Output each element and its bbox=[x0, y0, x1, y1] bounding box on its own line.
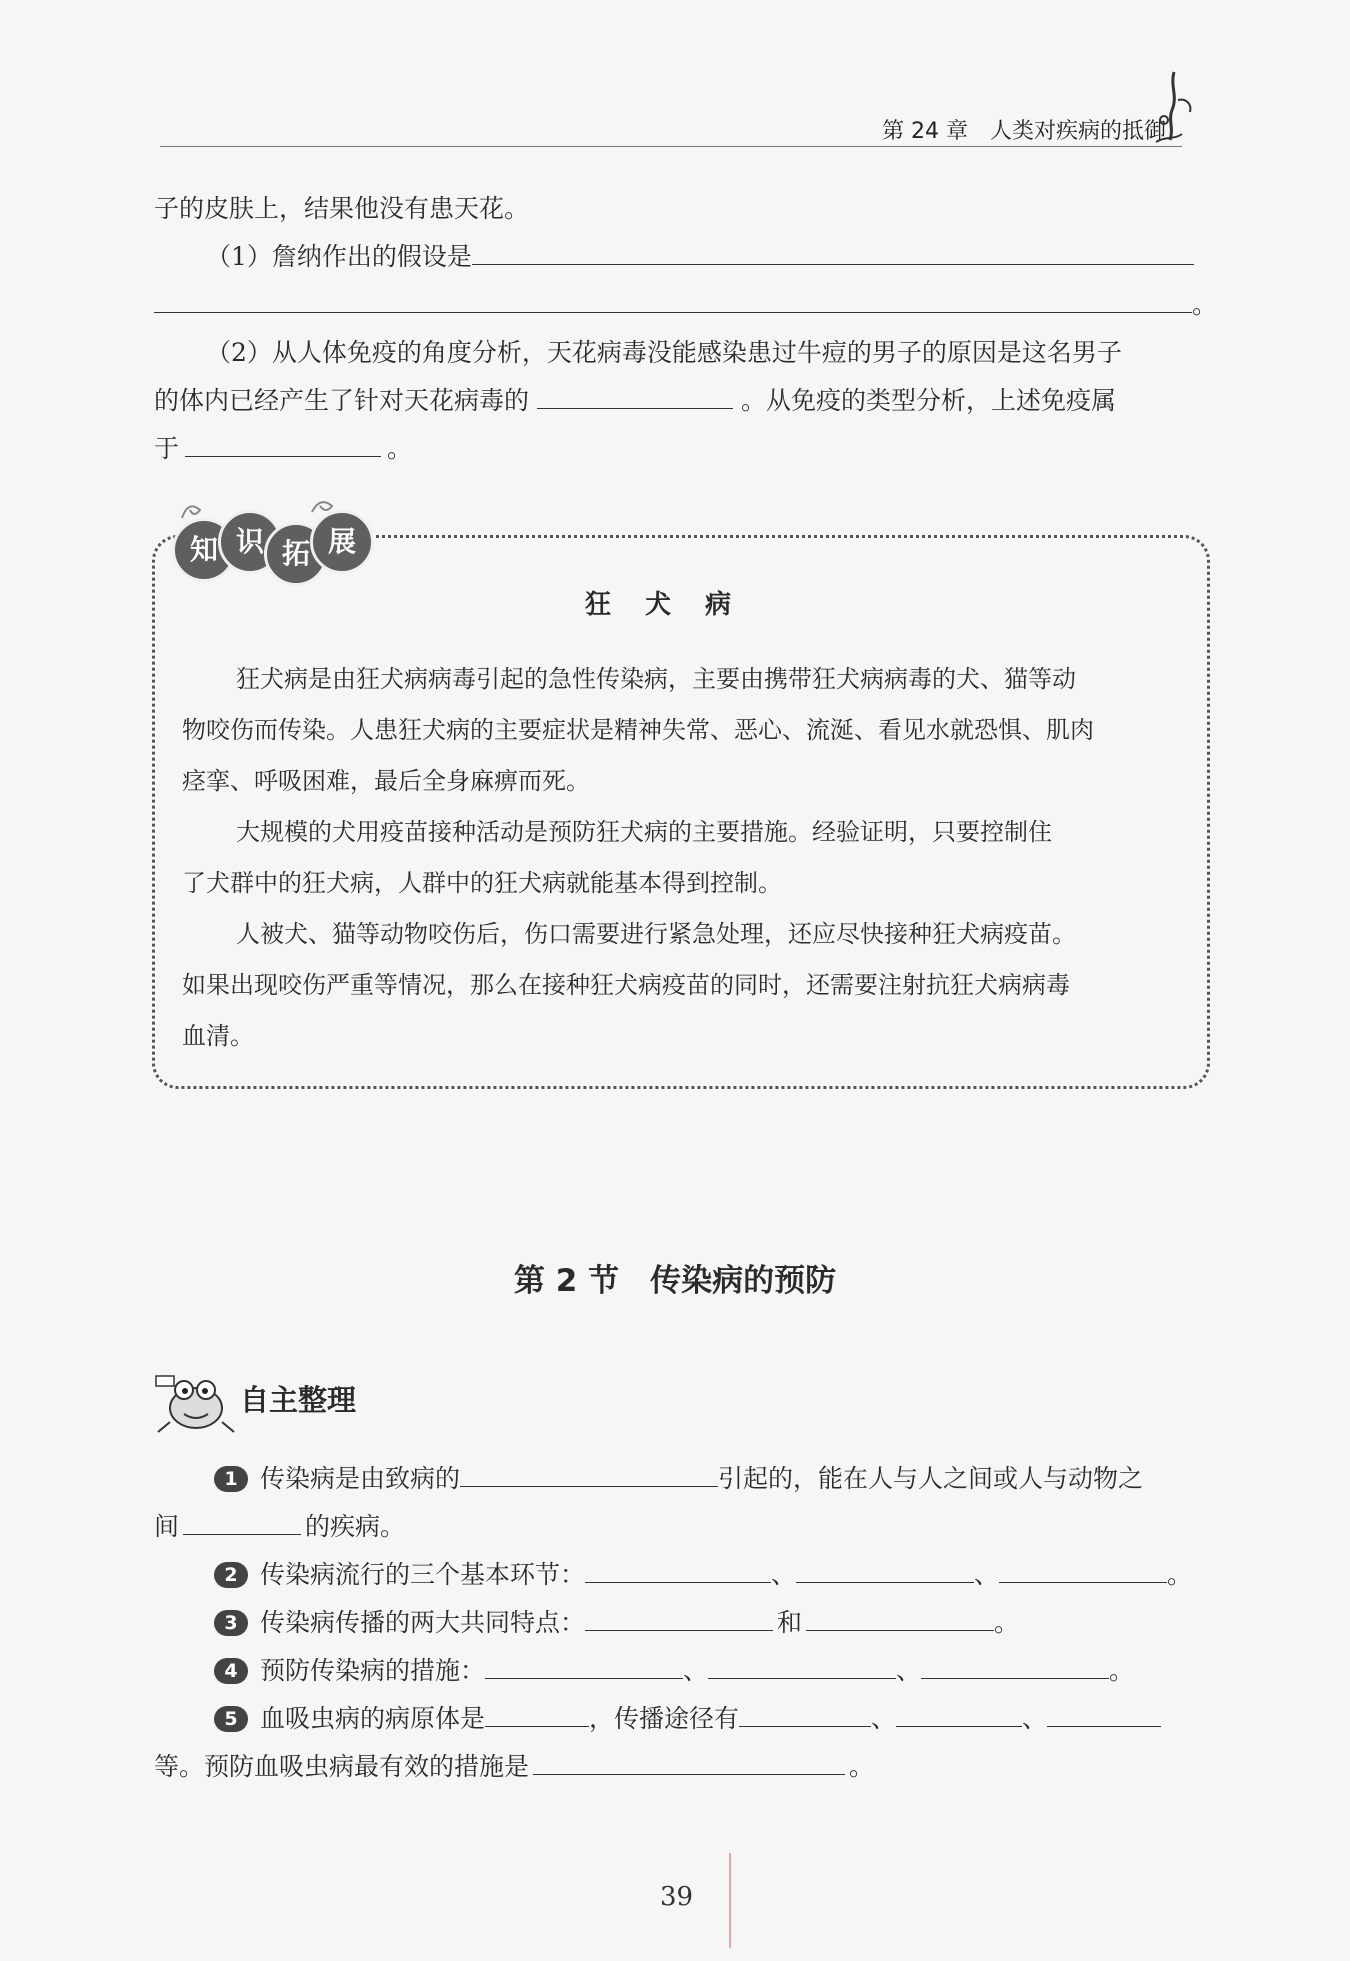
item-text: 和 bbox=[777, 1608, 803, 1637]
frog-mascot-icon bbox=[150, 1368, 242, 1438]
punctuation: 、 bbox=[974, 1560, 1000, 1589]
question-2-text: 于 bbox=[154, 434, 180, 463]
decorative-ornament-icon bbox=[1152, 70, 1200, 150]
punctuation: 。 bbox=[1109, 1656, 1135, 1685]
item-text: 等。预防血吸虫病最有效的措施是 bbox=[154, 1752, 530, 1781]
answer-blank[interactable] bbox=[896, 1700, 1022, 1727]
punctuation: 、 bbox=[683, 1656, 709, 1685]
punctuation: 、 bbox=[896, 1656, 922, 1685]
knowledge-text: 人被犬、猫等动物咬伤后，伤口需要进行紧急处理，还应尽快接种狂犬病疫苗。 bbox=[236, 920, 1076, 948]
answer-blank[interactable] bbox=[185, 430, 381, 457]
item-5 bbox=[214, 1695, 1161, 1743]
item-text: 传染病传播的两大共同特点： bbox=[260, 1608, 586, 1637]
text-line: 子的皮肤上，结果他没有患天花。 bbox=[154, 194, 530, 223]
badge-char: 展 bbox=[310, 510, 374, 574]
answer-blank[interactable] bbox=[472, 238, 1194, 265]
item-3 bbox=[214, 1599, 1019, 1647]
knowledge-text: 如果出现咬伤严重等情况，那么在接种狂犬病疫苗的同时，还需要注射抗狂犬病病毒 bbox=[182, 971, 1070, 999]
item-text: ，传播途径有 bbox=[589, 1704, 740, 1733]
item-text: 传染病流行的三个基本环节： bbox=[260, 1560, 586, 1589]
question-2-text: 。从免疫的类型分析，上述免疫属 bbox=[741, 386, 1117, 415]
knowledge-text: 狂犬病是由狂犬病病毒引起的急性传染病，主要由携带狂犬病病毒的犬、猫等动 bbox=[236, 665, 1076, 693]
question-2-text: 的体内已经产生了针对天花病毒的 bbox=[154, 386, 530, 415]
page-number: 39 bbox=[660, 1882, 694, 1912]
answer-blank[interactable] bbox=[1047, 1700, 1161, 1727]
question-1 bbox=[206, 233, 1194, 281]
punctuation: 、 bbox=[771, 1560, 797, 1589]
answer-blank[interactable] bbox=[154, 286, 1192, 313]
knowledge-badge bbox=[172, 492, 362, 582]
answer-blank[interactable] bbox=[183, 1508, 301, 1535]
chapter-number: 第 24 章 bbox=[882, 119, 968, 144]
answer-blank[interactable] bbox=[921, 1652, 1109, 1679]
header-rule bbox=[160, 146, 1182, 147]
page-margin-line bbox=[729, 1853, 731, 1948]
item-number: 4 bbox=[214, 1658, 248, 1684]
question-1-label: （1）詹纳作出的假设是 bbox=[206, 242, 472, 271]
item-text: 传染病是由致病的 bbox=[260, 1464, 461, 1493]
answer-blank[interactable] bbox=[796, 1556, 974, 1583]
item-1-cont bbox=[154, 1503, 405, 1551]
answer-blank[interactable] bbox=[806, 1604, 994, 1631]
badge-char: 知 bbox=[172, 518, 236, 582]
answer-blank[interactable] bbox=[585, 1604, 773, 1631]
item-4 bbox=[214, 1647, 1134, 1695]
item-2 bbox=[214, 1551, 1192, 1599]
answer-blank[interactable] bbox=[485, 1700, 589, 1727]
item-1 bbox=[214, 1455, 1143, 1503]
item-number: 1 bbox=[214, 1466, 248, 1492]
punctuation: 、 bbox=[1022, 1704, 1048, 1733]
answer-blank[interactable] bbox=[460, 1460, 718, 1487]
item-text: 血吸虫病的病原体是 bbox=[260, 1704, 486, 1733]
section-title: 第 2 节 传染病的预防 bbox=[513, 1263, 837, 1299]
punctuation: 、 bbox=[871, 1704, 897, 1733]
item-5-cont bbox=[154, 1743, 874, 1791]
knowledge-text: 血清。 bbox=[182, 1022, 254, 1050]
answer-blank[interactable] bbox=[708, 1652, 896, 1679]
answer-blank[interactable] bbox=[533, 1748, 845, 1775]
item-text: 预防传染病的措施： bbox=[260, 1656, 486, 1685]
answer-blank[interactable] bbox=[739, 1700, 871, 1727]
item-text: 的疾病。 bbox=[305, 1512, 406, 1541]
answer-blank[interactable] bbox=[999, 1556, 1167, 1583]
punctuation: 。 bbox=[387, 434, 413, 463]
answer-blank[interactable] bbox=[585, 1556, 771, 1583]
knowledge-text: 了犬群中的狂犬病，人群中的狂犬病就能基本得到控制。 bbox=[182, 869, 782, 897]
item-number: 5 bbox=[214, 1706, 248, 1732]
question-2-line3 bbox=[154, 425, 412, 473]
question-1-cont bbox=[154, 281, 1217, 329]
punctuation: 。 bbox=[1192, 290, 1218, 319]
punctuation: 。 bbox=[994, 1608, 1020, 1637]
item-text: 引起的，能在人与人之间或人与动物之 bbox=[718, 1464, 1144, 1493]
badge-char: 识 bbox=[218, 510, 282, 574]
answer-blank[interactable] bbox=[485, 1652, 683, 1679]
punctuation: 。 bbox=[1167, 1560, 1193, 1589]
answer-blank[interactable] bbox=[537, 382, 733, 409]
badge-char: 拓 bbox=[264, 522, 328, 586]
item-number: 3 bbox=[214, 1610, 248, 1636]
item-text: 间 bbox=[154, 1512, 180, 1541]
chapter-header bbox=[882, 114, 1166, 145]
knowledge-text: 物咬伤而传染。人患狂犬病的主要症状是精神失常、恶心、流涎、看见水就恐惧、肌肉 bbox=[182, 716, 1094, 744]
knowledge-title: 狂犬病 bbox=[584, 590, 765, 620]
self-study-title: 自主整理 bbox=[240, 1383, 357, 1417]
question-2-line1: （2）从人体免疫的角度分析，天花病毒没能感染患过牛痘的男子的原因是这名男子 bbox=[206, 338, 1122, 367]
item-number: 2 bbox=[214, 1562, 248, 1588]
chapter-title: 人类对疾病的抵御 bbox=[989, 119, 1166, 144]
punctuation: 。 bbox=[849, 1752, 875, 1781]
knowledge-text: 痉挛、呼吸困难，最后全身麻痹而死。 bbox=[182, 767, 590, 795]
knowledge-text: 大规模的犬用疫苗接种活动是预防狂犬病的主要措施。经验证明，只要控制住 bbox=[236, 818, 1052, 846]
question-2-line2 bbox=[154, 377, 1116, 425]
